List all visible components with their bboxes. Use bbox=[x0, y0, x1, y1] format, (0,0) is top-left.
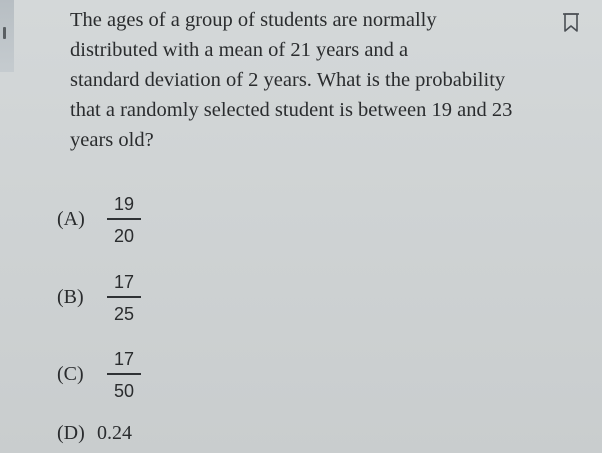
choice-d[interactable] bbox=[57, 422, 132, 445]
choice-letter: (A) bbox=[57, 208, 85, 231]
choice-letter: (C) bbox=[57, 363, 84, 386]
choice-a[interactable] bbox=[57, 193, 141, 247]
question-line: distributed with a mean of 21 years and a bbox=[70, 39, 409, 61]
fraction-numerator: 19 bbox=[113, 194, 135, 214]
fraction bbox=[107, 348, 141, 402]
choice-letter: (D) bbox=[57, 422, 85, 444]
fraction-numerator: 17 bbox=[113, 272, 135, 292]
left-edge-mark bbox=[3, 27, 6, 39]
choice-value: 0.24 bbox=[97, 422, 132, 444]
question-line: standard deviation of 2 years. What is the probability bbox=[70, 69, 506, 91]
fraction-denominator: 50 bbox=[113, 380, 135, 401]
fraction-numerator: 17 bbox=[113, 349, 135, 369]
left-edge-strip bbox=[0, 0, 14, 72]
fraction bbox=[107, 193, 141, 247]
choice-c[interactable] bbox=[57, 348, 141, 402]
bookmark-icon[interactable] bbox=[562, 12, 580, 34]
fraction-denominator: 25 bbox=[113, 303, 135, 324]
question-line: that a randomly selected student is between 19 and 23 bbox=[70, 99, 513, 121]
choice-letter: (B) bbox=[57, 286, 84, 309]
fraction bbox=[107, 271, 141, 325]
question-line: The ages of a group of students are normally bbox=[70, 9, 437, 31]
question-text bbox=[70, 5, 585, 155]
choice-b[interactable] bbox=[57, 271, 141, 325]
question-line: years old? bbox=[70, 129, 154, 151]
fraction-denominator: 20 bbox=[113, 225, 135, 246]
